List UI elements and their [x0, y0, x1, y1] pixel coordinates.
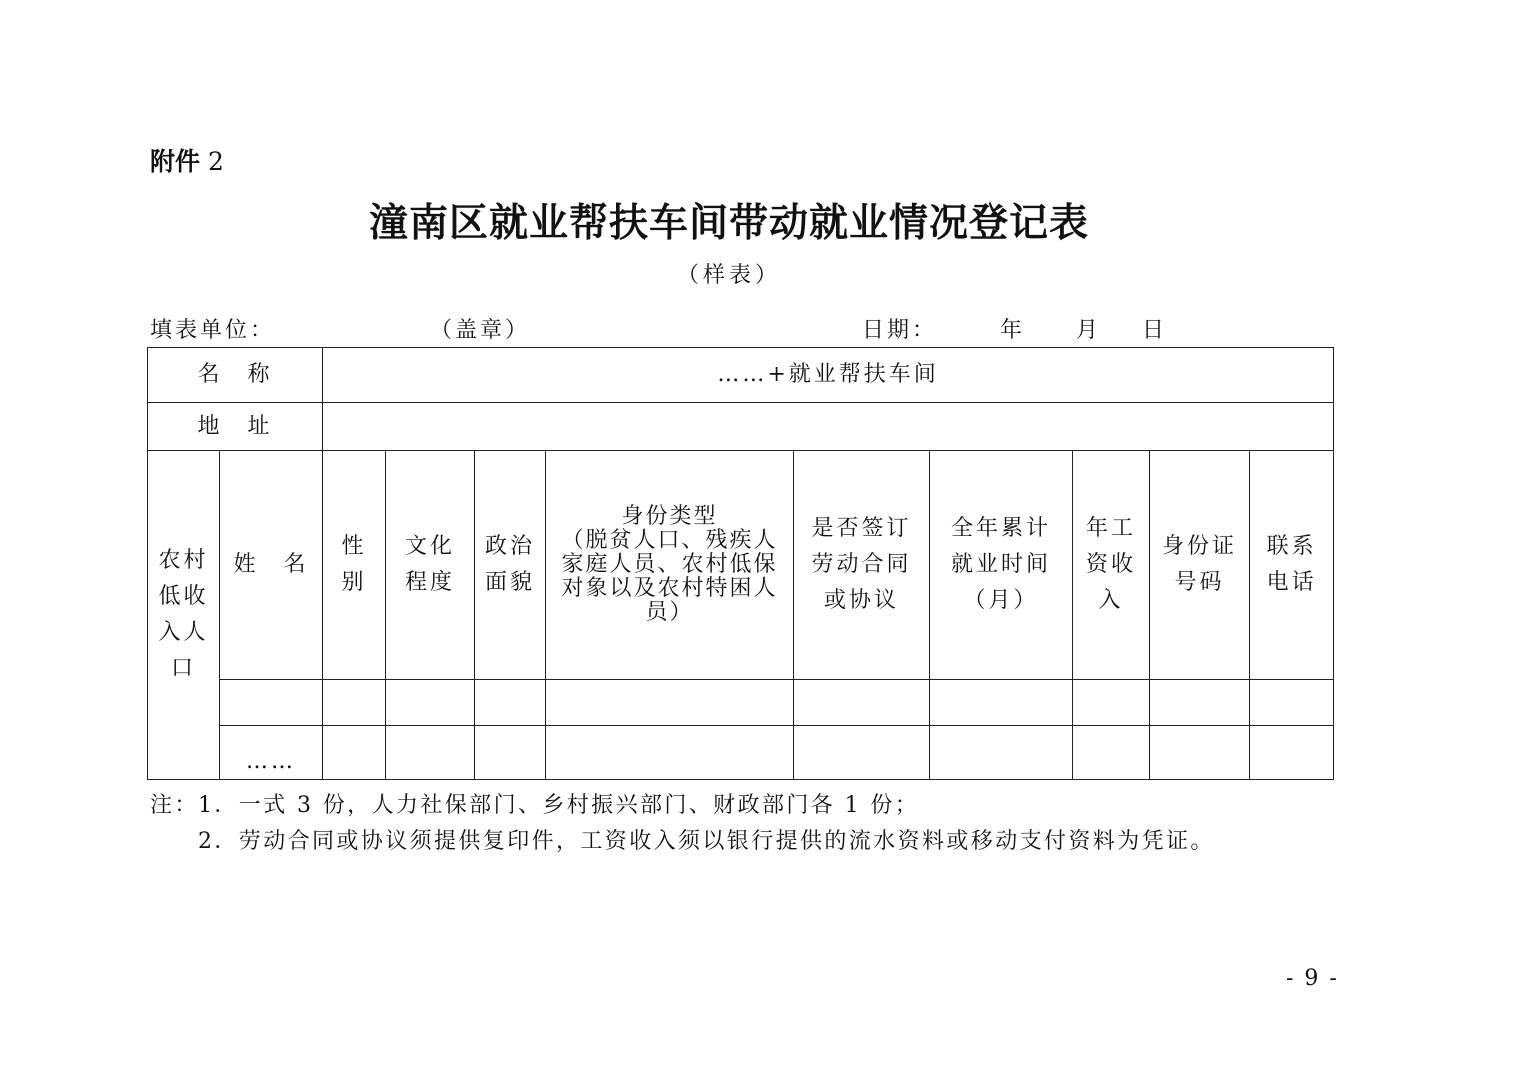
header-line: 性: [341, 534, 367, 559]
table-cell: [220, 680, 323, 726]
header-name: [220, 451, 323, 680]
document-subtitle: （样表）: [676, 263, 781, 288]
header-line: 姓 名: [233, 552, 309, 577]
group-label-line: 低收: [158, 584, 209, 609]
date-day-label: 日: [1142, 318, 1168, 343]
address-label-cell: 地 址: [148, 403, 323, 451]
address-value-cell: [323, 403, 1334, 451]
date-label: 日期：: [862, 318, 938, 343]
header-line: 或协议: [824, 588, 900, 613]
header-line: （脱贫人口、残疾人: [561, 528, 778, 553]
header-line: 程度: [405, 570, 456, 595]
header-line: 别: [341, 570, 367, 595]
table-cell: [1250, 680, 1334, 726]
seal-label: （盖章）: [430, 318, 531, 343]
table-cell: [930, 726, 1073, 780]
table-cell: [386, 680, 475, 726]
header-identity-type: [546, 451, 794, 680]
header-contract: [794, 451, 930, 680]
table-cell: [546, 726, 794, 780]
name-label-cell: 名 称: [148, 348, 323, 403]
fill-unit-label: 填表单位：: [150, 318, 276, 343]
header-line: 劳动合同: [811, 552, 912, 577]
note-1: 1．一式 3 份，人力社保部门、乡村振兴部门、财政部门各 1 份；: [198, 793, 920, 818]
header-line: 号码: [1174, 570, 1225, 595]
table-cell: [1150, 680, 1250, 726]
header-education: [386, 451, 475, 680]
table-cell: [930, 680, 1073, 726]
header-line: 员）: [645, 600, 694, 625]
group-label-line: 入人: [158, 620, 209, 645]
header-line: 身份证: [1162, 534, 1238, 559]
header-employment-time: [930, 451, 1073, 680]
date-month-label: 月: [1076, 318, 1102, 343]
table-cell: [323, 680, 386, 726]
header-line: 面貌: [485, 570, 536, 595]
header-line: 是否签订: [811, 516, 912, 541]
group-label-line: 口: [170, 656, 196, 681]
header-line: 联系: [1266, 534, 1317, 559]
header-line: 政治: [485, 534, 536, 559]
table-cell: [1150, 726, 1250, 780]
table-row: [148, 680, 1334, 726]
header-line: 家庭人员、农村低保: [561, 552, 778, 577]
header-annual-income: [1073, 451, 1150, 680]
table-cell: [475, 726, 546, 780]
header-id-number: [1150, 451, 1250, 680]
group-label-line: 农村: [158, 548, 209, 573]
header-line: 资收: [1086, 552, 1137, 577]
header-line: 电话: [1266, 570, 1317, 595]
registration-table: [147, 347, 1334, 780]
table-cell: [1073, 680, 1150, 726]
table-cell: [1250, 726, 1334, 780]
header-line: 年工: [1086, 516, 1137, 541]
group-label-cell: [148, 451, 220, 780]
date-year-label: 年: [1000, 318, 1026, 343]
table-cell: [1073, 726, 1150, 780]
header-line: 入: [1098, 588, 1124, 613]
header-line: 身份类型: [621, 504, 718, 529]
page-number: - 9 -: [1286, 966, 1339, 991]
header-line: 对象以及农村特困人: [561, 576, 778, 601]
header-line: （月）: [963, 588, 1039, 613]
table-cell: [794, 680, 930, 726]
attachment-word: 附件: [150, 147, 201, 176]
header-political-status: [475, 451, 546, 680]
note-2: 2．劳动合同或协议须提供复印件，工资收入须以银行提供的流水资料或移动支付资料为凭证。: [198, 829, 1215, 854]
name-value-cell: ……+就业帮扶车间: [323, 348, 1334, 403]
table-cell: [323, 726, 386, 780]
table-cell: [546, 680, 794, 726]
header-line: 文化: [405, 534, 456, 559]
note-prefix: 注：: [150, 793, 199, 818]
attachment-label: [150, 142, 224, 178]
table-row: [148, 726, 1334, 780]
table-cell: [794, 726, 930, 780]
table-cell: [475, 680, 546, 726]
header-phone: [1250, 451, 1334, 680]
header-line: 全年累计: [951, 516, 1052, 541]
attachment-number: 2: [207, 147, 224, 176]
table-cell: [386, 726, 475, 780]
header-gender: [323, 451, 386, 680]
table-cell: ……: [220, 726, 323, 780]
document-title: 潼南区就业帮扶车间带动就业情况登记表: [368, 200, 1089, 246]
header-line: 就业时间: [951, 552, 1052, 577]
